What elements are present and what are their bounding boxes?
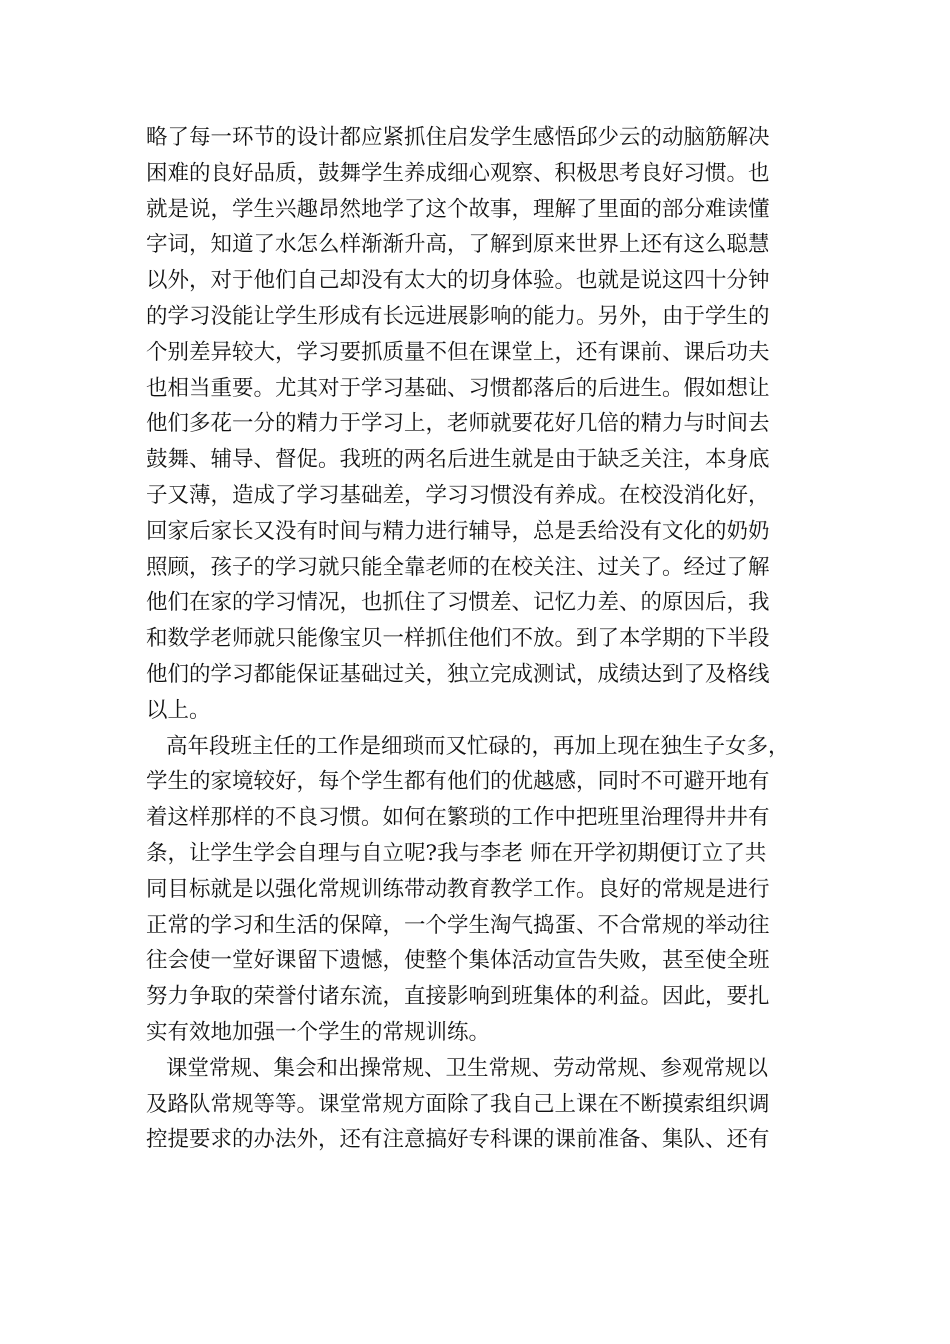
text-line: 鼓舞、辅导、督促。我班的两名后进生就是由于缺乏关注，本身底 [146, 447, 770, 473]
text-line: 回家后家长又没有时间与精力进行辅导，总是丢给没有文化的奶奶 [146, 518, 770, 544]
text-line: 正常的学习和生活的保障，一个学生淘气捣蛋、不合常规的举动往 [146, 912, 770, 938]
text-line: 字词，知道了水怎么样渐渐升高，了解到原来世界上还有这么聪慧 [146, 232, 770, 258]
paragraph-first-line: 课堂常规、集会和出操常规、卫生常规、劳动常规、参观常规以 [166, 1055, 769, 1081]
text-line: 及路队常规等等。课堂常规方面除了我自己上课在不断摸索组织调 [146, 1091, 770, 1117]
text-line: 同目标就是以强化常规训练带动教育教学工作。良好的常规是进行 [146, 876, 770, 902]
text-line: 学生的家境较好，每个学生都有他们的优越感，同时不可避开地有 [146, 769, 770, 795]
text-line: 他们的学习都能保证基础过关，独立完成测试，成绩达到了及格线 [146, 661, 770, 687]
text-line: 就是说，学生兴趣昂然地学了这个故事，理解了里面的部分难读懂 [146, 196, 770, 222]
text-line: 也相当重要。尤其对于学习基础、习惯都落后的后进生。假如想让 [146, 375, 770, 401]
text-line: 和数学老师就只能像宝贝一样抓住他们不放。到了本学期的下半段 [146, 626, 770, 652]
text-line: 以上。 [146, 697, 211, 723]
text-line: 个别差异较大，学习要抓质量不但在课堂上，还有课前、课后功夫 [146, 339, 770, 365]
text-line: 控提要求的办法外，还有注意搞好专科课的课前准备、集队、还有 [146, 1127, 770, 1153]
text-line: 照顾，孩子的学习就只能全靠老师的在校关注、过关了。经过了解 [146, 554, 770, 580]
text-line: 着这样那样的不良习惯。如何在繁琐的工作中把班里治理得井井有 [146, 805, 770, 831]
paragraph-first-line: 高年段班主任的工作是细琐而又忙碌的，再加上现在独生子女多， [166, 733, 790, 759]
text-line: 以外，对于他们自己却没有太大的切身体验。也就是说这四十分钟 [146, 268, 770, 294]
text-line: 往会使一堂好课留下遗憾，使整个集体活动宣告失败，甚至使全班 [146, 948, 770, 974]
text-line: 略了每一环节的设计都应紧抓住启发学生感悟邱少云的动脑筋解决 [146, 125, 770, 150]
text-line: 他们多花一分的精力于学习上，老师就要花好几倍的精力与时间去 [146, 411, 770, 437]
text-line: 条，让学生学会自理与自立呢?我与李老 师在开学初期便订立了共 [146, 840, 767, 866]
text-line: 困难的良好品质，鼓舞学生养成细心观察、积极思考良好习惯。也 [146, 160, 770, 186]
text-line: 实有效地加强一个学生的常规训练。 [146, 1019, 491, 1045]
document-body [146, 120, 816, 1158]
text-line: 的学习没能让学生形成有长远进展影响的能力。另外，由于学生的 [146, 303, 770, 329]
text-line: 子又薄，造成了学习基础差，学习习惯没有养成。在校没消化好， [146, 482, 770, 508]
text-line: 他们在家的学习情况，也抓住了习惯差、记忆力差、的原因后，我 [146, 590, 770, 616]
text-line: 努力争取的荣誉付诸东流，直接影响到班集体的利益。因此，要扎 [146, 984, 770, 1010]
